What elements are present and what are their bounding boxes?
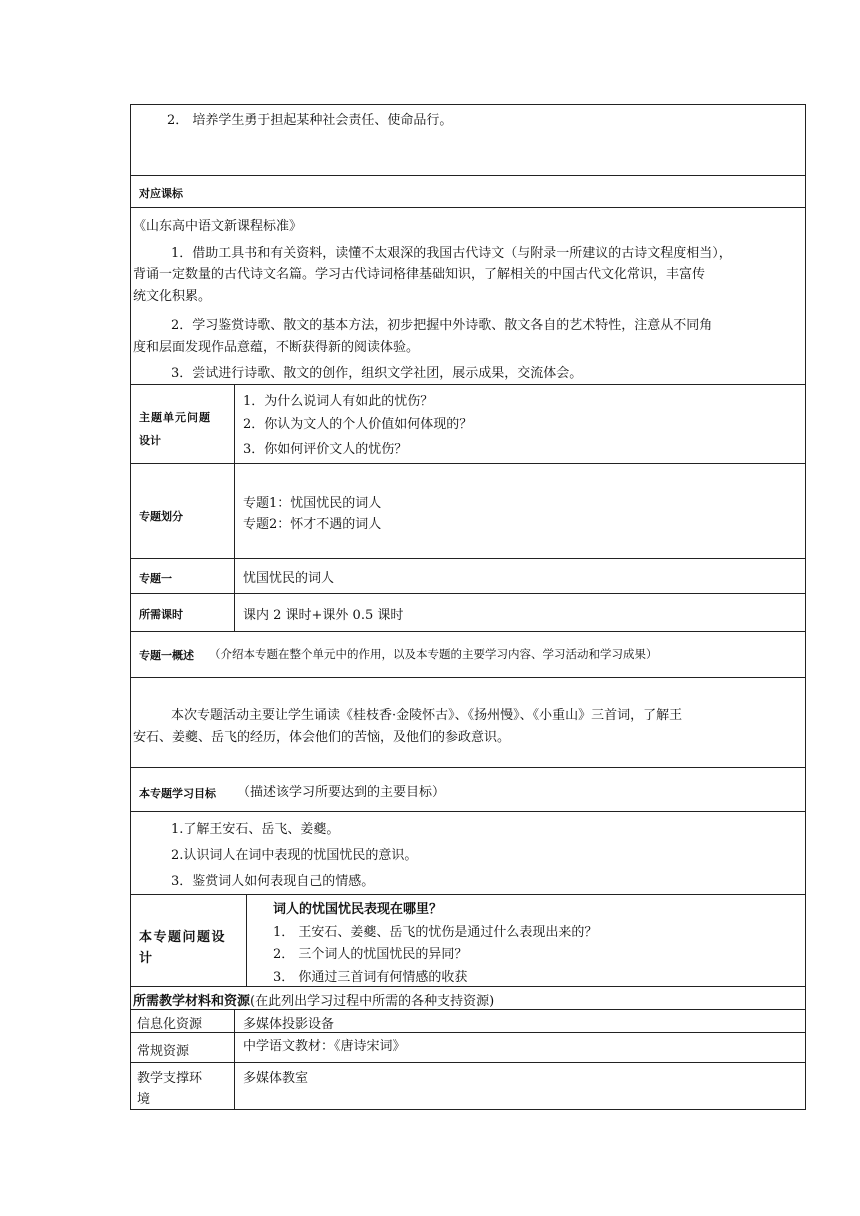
topics-row	[131, 463, 805, 558]
topic-question-3: 3． 你通过三首词有何情感的收获	[273, 970, 468, 985]
objective-2: 2.认识词人在词中表现的忧国忧民的意识。	[171, 848, 418, 863]
resources-header-note: (在此列出学习过程中所需的各种支持资源)	[250, 994, 495, 1009]
topic-questions-row	[131, 894, 805, 986]
standard-item-3: 3．尝试进行诗歌、散文的创作，组织文学社团，展示成果，交流体会。	[171, 366, 583, 381]
resource-row-environment	[131, 1062, 805, 1109]
overview-body-line-2: 安石、姜夔、岳飞的经历，体会他们的苦恼，及他们的参政意识。	[133, 730, 511, 745]
topic-one-value: 忧国忧民的词人	[243, 571, 335, 586]
resource-digital-label: 信息化资源	[137, 1017, 203, 1032]
unit-questions-label-line-2: 设计	[139, 434, 161, 447]
topic-questions-label-line-1: 本专题问题设	[139, 930, 227, 945]
overview-note: （介绍本专题在整个单元中的作用，以及本专题的主要学习内容、学习活动和学习成果）	[209, 647, 658, 661]
standard-item-2-line-1: 2．学习鉴赏诗歌、散文的基本方法，初步把握中外诗歌、散文各自的艺术特性，注意从不同角	[171, 318, 713, 333]
topic-1-item: 专题1：忧国忧民的词人	[243, 496, 382, 511]
resource-digital-value: 多媒体投影设备	[243, 1017, 335, 1032]
intro-goal-row	[131, 105, 805, 175]
standards-content-row	[131, 207, 805, 384]
resource-regular-label: 常规资源	[137, 1044, 190, 1059]
objectives-label-row	[131, 767, 805, 811]
unit-question-3: 3．你如何评价文人的忧伤？	[243, 442, 408, 457]
goal-2-text: 2． 培养学生勇于担起某种社会责任、使命品行。	[167, 113, 453, 128]
topics-label: 专题划分	[139, 510, 183, 523]
unit-question-1: 1．为什么说词人有如此的忧伤？	[243, 394, 434, 409]
resource-row-digital	[131, 1009, 805, 1032]
topic-one-label: 专题一	[139, 572, 172, 585]
resources-header-title: 所需教学材料和资源	[133, 994, 251, 1009]
topic-2-item: 专题2：怀才不遇的词人	[243, 517, 382, 532]
objective-3: 3．鉴赏词人如何表现自己的情感。	[171, 874, 375, 889]
overview-body-line-1: 本次专题活动主要让学生诵读《桂枝香·金陵怀古》、《扬州慢》、《小重山》三首词，了解王	[171, 708, 683, 723]
resource-environment-value: 多媒体教室	[243, 1071, 309, 1086]
standard-item-1-line-1: 1．借助工具书和有关资料，读懂不太艰深的我国古代诗文（与附录一所建议的古诗文程度相当），	[171, 246, 732, 261]
topic-question-2: 2． 三个词人的忧国忧民的异同？	[273, 947, 468, 962]
objectives-body-row	[131, 811, 805, 894]
topic-question-1: 1． 王安石、姜夔、岳飞的忧伤是通过什么表现出来的？	[273, 925, 598, 940]
topic-questions-label-line-2: 计	[139, 951, 153, 966]
overview-label-row	[131, 631, 805, 677]
standards-label-row	[131, 175, 805, 207]
standard-item-1-line-3: 统文化积累。	[133, 289, 212, 304]
objectives-note: （描述该学习所要达到的主要目标）	[237, 785, 446, 800]
hours-value: 课内 2 课时+课外 0.5 课时	[243, 608, 404, 623]
resource-environment-label-line-2: 境	[137, 1092, 151, 1107]
objective-1: 1.了解王安石、岳飞、姜夔。	[171, 822, 340, 837]
resources-header-row	[131, 986, 805, 1009]
standards-label: 对应课标	[139, 187, 183, 200]
standard-item-1-line-2: 背诵一定数量的古代诗文名篇。学习古代诗词格律基础知识，了解相关的中国古代文化常识，丰富传	[133, 267, 706, 282]
objectives-label: 本专题学习目标	[139, 787, 216, 800]
resource-environment-label-line-1: 教学支撑环	[137, 1071, 203, 1086]
hours-row	[131, 593, 805, 631]
lesson-plan-table	[130, 104, 806, 1110]
standards-title: 《山东高中语文新课程标准》	[133, 219, 303, 234]
unit-questions-row	[131, 384, 805, 463]
hours-label: 所需课时	[139, 608, 183, 621]
standard-item-2-line-2: 度和层面发现作品意蕴，不断获得新的阅读体验。	[133, 340, 420, 355]
unit-question-2: 2．你认为文人的个人价值如何体现的？	[243, 417, 473, 432]
overview-label: 专题一概述	[139, 649, 194, 662]
overview-body-row	[131, 677, 805, 767]
resource-regular-value: 中学语文教材：《唐诗宋词》	[243, 1039, 406, 1054]
resource-row-regular	[131, 1032, 805, 1062]
unit-questions-label-line-1: 主题单元问题	[139, 411, 211, 424]
topic-questions-main: 词人的忧国忧民表现在哪里？	[273, 902, 443, 917]
topic-one-row	[131, 558, 805, 593]
